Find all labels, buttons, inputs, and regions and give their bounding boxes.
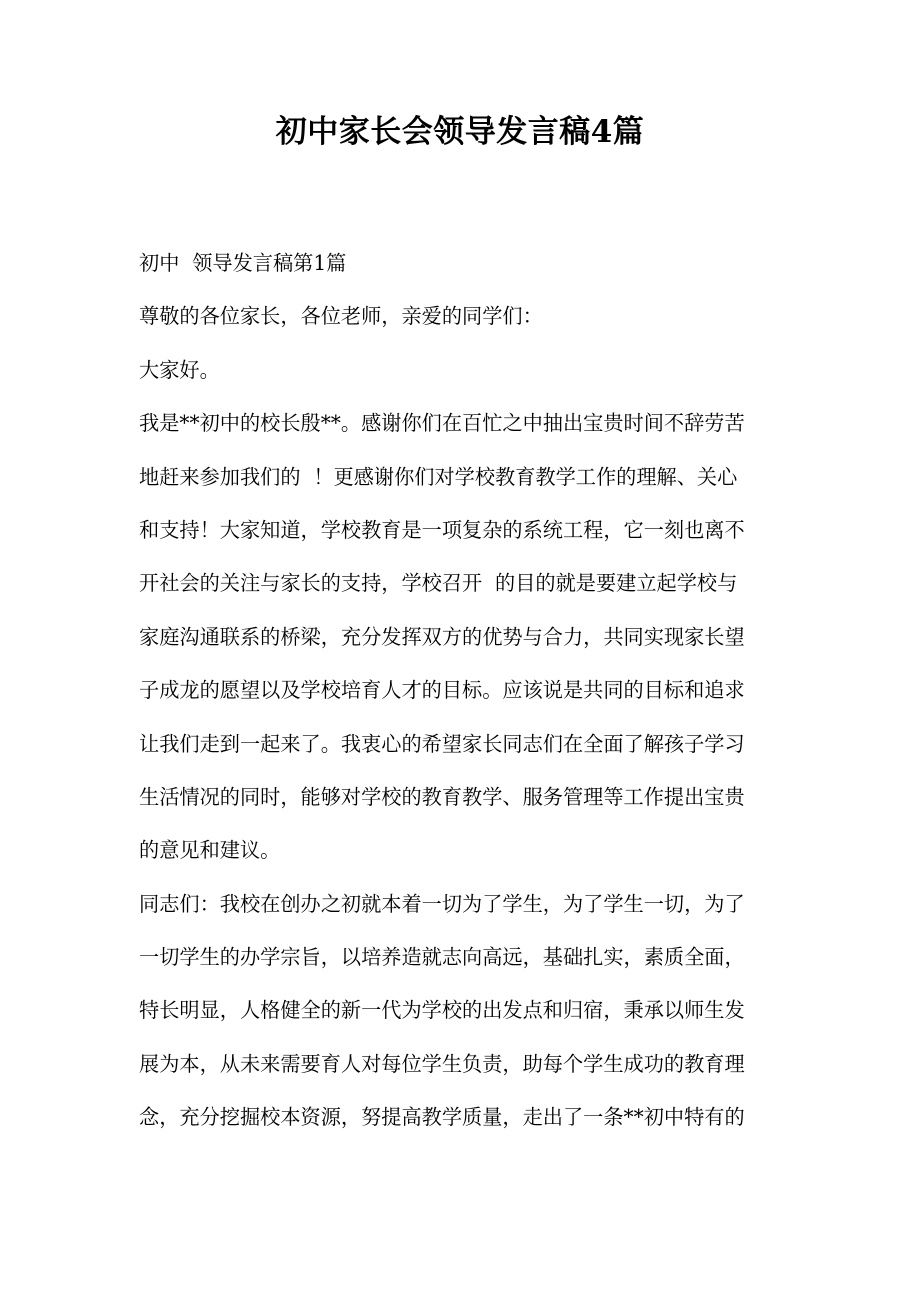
paragraph-line: 展为本，从未来需要育人对每位学生负责，助每个学生成功的教育理 bbox=[139, 1051, 745, 1076]
paragraph-line: 让我们走到一起来了。我衷心的希望家长同志们在全面了解孩子学习 bbox=[139, 731, 745, 756]
paragraph-line: 家庭沟通联系的桥梁，充分发挥双方的优势与合力，共同实现家长望 bbox=[139, 624, 745, 649]
paragraph-line: 我是**初中的校长殷**。感谢你们在百忙之中抽出宝贵时间不辞劳苦 bbox=[139, 411, 745, 436]
paragraph-line: 生活情况的同时，能够对学校的教育教学、服务管理等工作提出宝贵 bbox=[139, 784, 745, 809]
paragraph-line: 开社会的关注与家长的支持，学校召开 的目的就是要建立起学校与 bbox=[139, 571, 738, 596]
document-title: 初中家长会领导发言稿4篇 bbox=[275, 114, 645, 150]
paragraph-line: 的意见和建议。 bbox=[139, 838, 281, 863]
paragraph-line: 特长明显，人格健全的新一代为学校的出发点和归宿，秉承以师生发 bbox=[139, 998, 745, 1023]
paragraph-line: 念，充分挖掘校本资源，努提高教学质量，走出了一条**初中特有的 bbox=[139, 1105, 745, 1130]
paragraph-line: 地赶来参加我们的 ！更感谢你们对学校教育教学工作的理解、关心 bbox=[139, 464, 738, 489]
document-body bbox=[139, 243, 809, 1151]
salutation: 尊敬的各位家长，各位老师，亲爱的同学们： bbox=[139, 304, 543, 329]
paragraph-line: 和支持！大家知道，学校教育是一项复杂的系统工程，它一刻也离不 bbox=[139, 517, 745, 542]
greeting: 大家好。 bbox=[139, 357, 220, 382]
paragraph-line: 子成龙的愿望以及学校培育人才的目标。应该说是共同的目标和追求 bbox=[139, 678, 745, 703]
section-heading: 初中 领导发言稿第1篇 bbox=[139, 251, 347, 275]
paragraph-line: 一切学生的办学宗旨，以培养造就志向高远，基础扎实，素质全面， bbox=[139, 945, 745, 970]
paragraph-line: 同志们：我校在创办之初就本着一切为了学生，为了学生一切，为了 bbox=[139, 891, 745, 916]
